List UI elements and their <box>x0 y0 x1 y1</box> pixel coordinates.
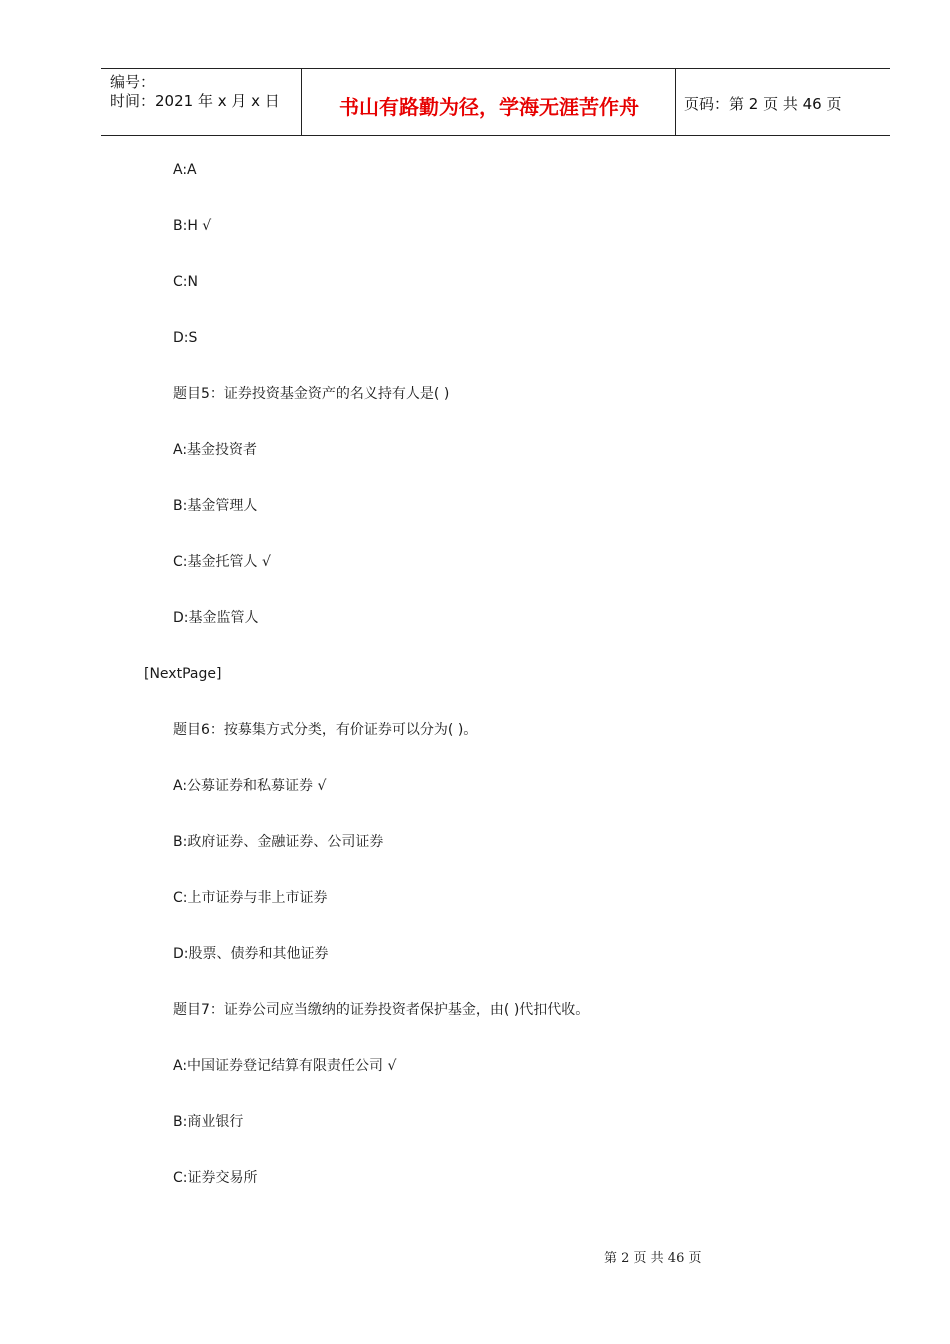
option-q6-b: B:政府证券、金融证券、公司证券 <box>173 834 384 850</box>
option-q6-a: A:公募证券和私募证券 √ <box>173 778 327 794</box>
question-6: 题目6：按募集方式分类，有价证券可以分为( )。 <box>173 722 478 738</box>
option-q4-b: B:H √ <box>173 218 212 234</box>
number-label: 编号： <box>110 73 156 91</box>
option-q7-b: B:商业银行 <box>173 1114 244 1130</box>
option-q5-b: B:基金管理人 <box>173 498 258 514</box>
page-header <box>101 68 890 136</box>
option-q6-c: C:上市证券与非上市证券 <box>173 890 328 906</box>
option-q4-a: A:A <box>173 162 197 178</box>
option-q7-a: A:中国证券登记结算有限责任公司 √ <box>173 1058 397 1074</box>
option-q6-d: D:股票、债券和其他证券 <box>173 946 329 962</box>
next-page-marker: [NextPage] <box>144 666 222 682</box>
option-q5-d: D:基金监管人 <box>173 610 259 626</box>
page-footer: 第 2 页 共 46 页 <box>604 1251 702 1266</box>
header-motto: 书山有路勤为径，学海无涯苦作舟 <box>339 95 639 119</box>
option-q5-c: C:基金托管人 √ <box>173 554 271 570</box>
header-meta <box>110 73 280 111</box>
question-5: 题目5：证券投资基金资产的名义持有人是( ) <box>173 386 450 402</box>
time-label: 时间：2021 年 x 月 x 日 <box>110 92 280 110</box>
option-q4-d: D:S <box>173 330 198 346</box>
option-q5-a: A:基金投资者 <box>173 442 258 458</box>
question-7: 题目7：证券公司应当缴纳的证券投资者保护基金，由( )代扣代收。 <box>173 1002 590 1018</box>
header-divider-right <box>675 69 676 135</box>
option-q7-c: C:证券交易所 <box>173 1170 258 1186</box>
option-q4-c: C:N <box>173 274 198 290</box>
header-page-info: 页码：第 2 页 共 46 页 <box>684 95 842 113</box>
